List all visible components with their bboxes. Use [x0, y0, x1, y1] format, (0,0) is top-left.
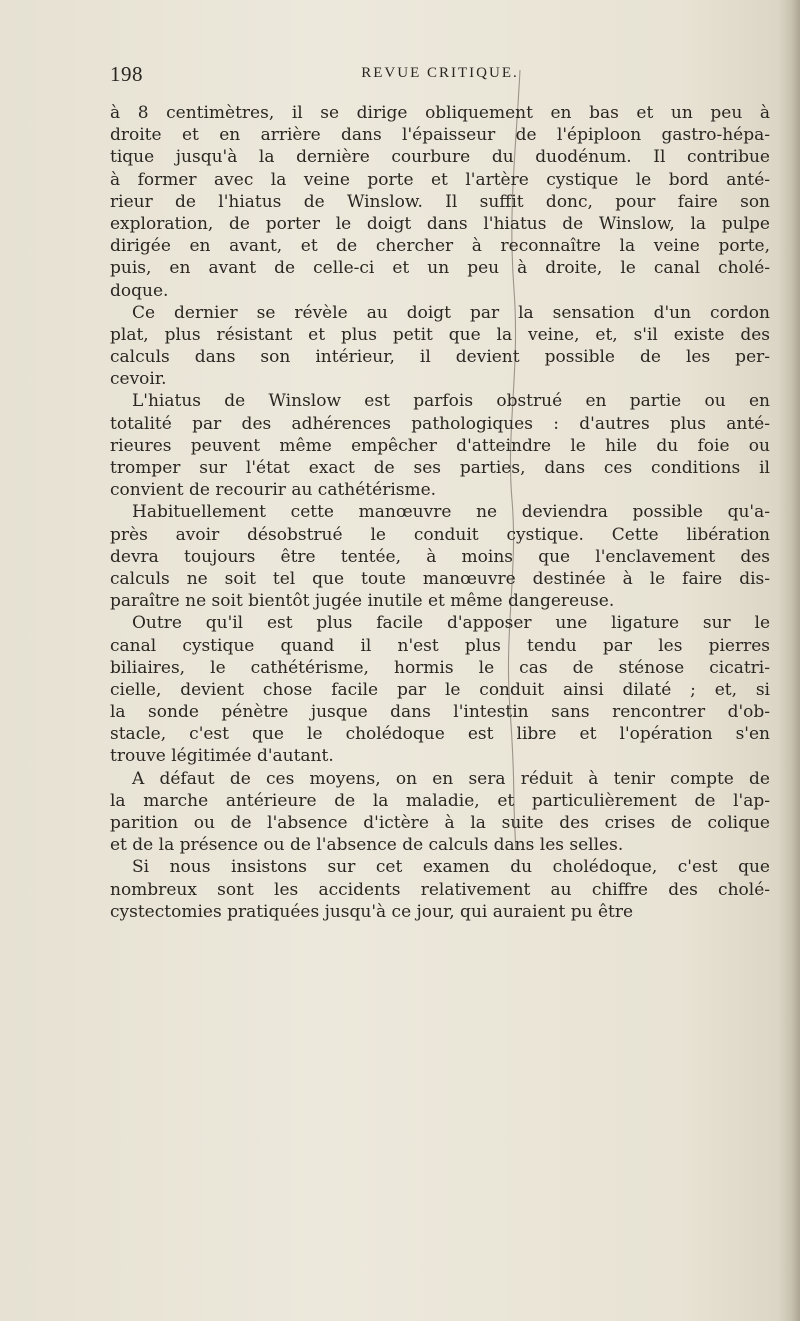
text-line: Si nous insistons sur cet examen du cholédoque, c'est que: [132, 857, 770, 878]
paragraph: [110, 501, 770, 612]
body-text: [110, 102, 770, 923]
text-line: convient de recourir au cathétérisme.: [110, 480, 437, 501]
text-line: tromper sur l'état exact de ses parties, dans ces conditions il: [110, 458, 770, 478]
text-line: cielle, devient chose facile par le conduit ainsi dilaté ; et, si: [110, 679, 770, 700]
text-line: plat, plus résistant et plus petit que la veine, et, s'il existe des: [110, 324, 770, 345]
running-head: REVUE CRITIQUE.: [361, 65, 519, 81]
text-line: exploration, de porter le doigt dans l'hiatus de Winslow, la pulpe: [110, 213, 770, 234]
text-line: et de la présence ou de l'absence de calculs dans les selles.: [110, 835, 624, 856]
page-number: 198: [110, 62, 143, 86]
text-line: nombreux sont les accidents relativement au chiffre des cholé-: [110, 879, 770, 900]
paragraph: [110, 768, 770, 857]
text-line: la sonde pénètre jusque dans l'intestin sans rencontrer d'ob-: [110, 702, 770, 723]
paragraph: [110, 302, 770, 391]
text-line: totalité par des adhérences pathologiques : d'autres plus anté-: [110, 413, 770, 434]
text-line: à 8 centimètres, il se dirige obliquement en bas et un peu à: [110, 103, 770, 123]
text-line: trouve légitimée d'autant.: [110, 746, 334, 767]
text-line: droite et en arrière dans l'épaisseur de l'épiploon gastro-hépa-: [110, 125, 770, 146]
text-line: Ce dernier se révèle au doigt par la sensation d'un cordon: [132, 302, 770, 323]
text-line: puis, en avant de celle-ci et un peu à droite, le canal cholé-: [110, 258, 770, 279]
text-line: rieures peuvent même empêcher d'atteindre le hile du foie ou: [110, 435, 770, 456]
text-line: tique jusqu'à la dernière courbure du duodénum. Il contribue: [110, 147, 770, 168]
text-line: près avoir désobstrué le conduit cystique. Cette libération: [110, 524, 770, 545]
paragraph: [110, 102, 770, 302]
text-line: calculs dans son intérieur, il devient possible de les per-: [110, 347, 770, 368]
paragraph: [110, 612, 770, 767]
text-line: paraître ne soit bientôt jugée inutile et même dangereuse.: [110, 591, 615, 612]
text-line: parition ou de l'absence d'ictère à la suite des crises de colique: [110, 813, 770, 833]
text-line: devra toujours être tentée, à moins que l'enclavement des: [110, 546, 770, 567]
text-line: canal cystique quand il n'est plus tendu par les pierres: [110, 635, 770, 656]
text-line: L'hiatus de Winslow est parfois obstrué en partie ou en: [132, 391, 770, 412]
text-line: A défaut de ces moyens, on en sera réduit à tenir compte de: [132, 768, 770, 789]
text-line: à former avec la veine porte et l'artère cystique le bord anté-: [110, 169, 770, 190]
text-line: la marche antérieure de la maladie, et particulièrement de l'ap-: [110, 790, 770, 811]
text-line: doque.: [110, 280, 169, 301]
text-line: Outre qu'il est plus facile d'apposer une ligature sur le: [132, 613, 770, 634]
text-line: rieur de l'hiatus de Winslow. Il suffit donc, pour faire son: [110, 191, 770, 212]
page-header: [110, 62, 770, 92]
paragraph: [110, 856, 770, 923]
paragraph: [110, 390, 770, 501]
text-line: cevoir.: [110, 369, 167, 390]
text-line: stacle, c'est que le cholédoque est libre et l'opération s'en: [110, 724, 770, 745]
text-line: biliaires, le cathétérisme, hormis le cas de sténose cicatri-: [110, 657, 770, 678]
text-line: Habituellement cette manœuvre ne deviendra possible qu'a-: [132, 502, 770, 523]
text-line: dirigée en avant, et de chercher à reconnaître la veine porte,: [110, 236, 770, 257]
page-edge-shadow: [778, 0, 800, 1321]
text-line: calculs ne soit tel que toute manœuvre destinée à le faire dis-: [110, 568, 770, 589]
text-line: cystectomies pratiquées jusqu'à ce jour, qui auraient pu être: [110, 901, 634, 922]
